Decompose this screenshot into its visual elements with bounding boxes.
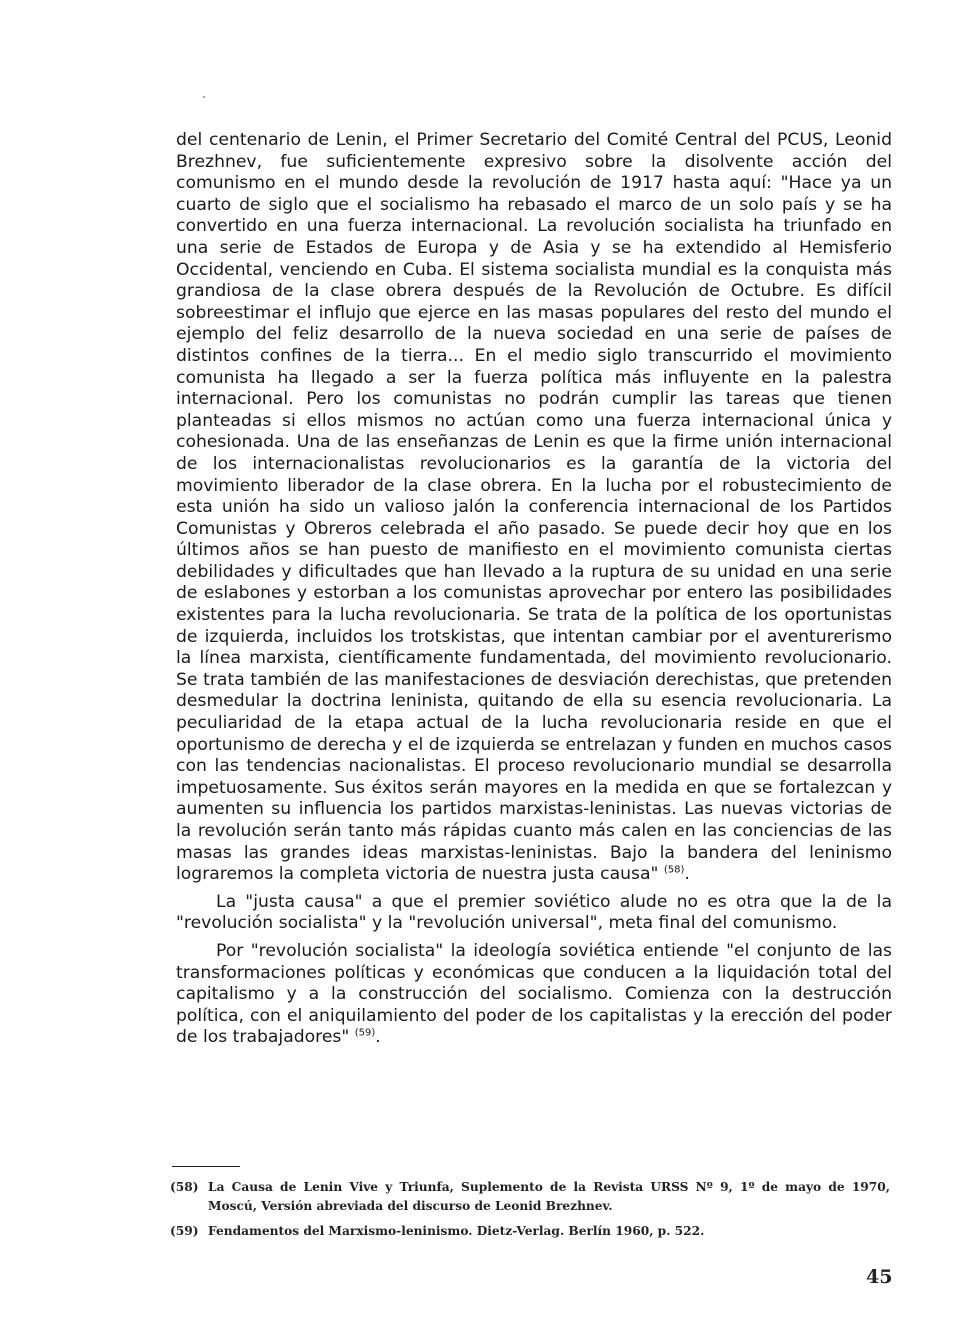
footnote-separator	[172, 1166, 240, 1167]
footnote-59	[170, 1222, 890, 1241]
footnote-text: La Causa de Lenin Vive y Triunfa, Suplemento de la Revista URSS Nº 9, 1º de mayo de 1970, Moscú, Versión abreviada del discurso de Leonid Brezhnev.	[208, 1180, 890, 1213]
paragraph-1-text: del centenario de Lenin, el Primer Secretario del Comité Central del PCUS, Leonid Brezhnev, fue suficientemente expresivo sobre la disolvente acción del comunismo en el mundo desde la revolución de 1917 hasta aquí: "Hace ya un cuarto de siglo que el socialismo ha rebasado el marco de un solo país y se ha convertido en una fuerza internacional. La revolución socialista ha triunfado en una serie de Estados de Europa y de Asia y se ha extendido al Hemisferio Occidental, venciendo en Cuba. El sistema socialista mundial es la conquista más grandiosa de la clase obrera después de la Revolución de Octubre. Es difícil sobreestimar el influjo que ejerce en las masas populares del resto del mundo el ejemplo del feliz desarrollo de la nueva sociedad en una serie de países de distintos confines de la tierra... En el medio siglo transcurrido el movimiento comunista ha llegado a ser la fuerza política más influyente en la palestra internacional. Pero los comunistas no podrán cumplir las tareas que tienen planteadas si ellos mismos no actúan como una fuerza internacional única y cohesionada. Una de las enseñanzas de Lenin es que la firme unión internacional de los internacionalistas revolucionarios es la garantía de la victoria del movimiento liberador de la clase obrera. En la lucha por el robustecimiento de esta unión ha sido un valioso jalón la conferencia internacional de los Partidos Comunistas y Obreros celebrada el año pasado. Se puede decir hoy que en los últimos años se han puesto de manifiesto en el movimiento comunista ciertas debilidades y dificultades que han llevado a la ruptura de su unidad en una serie de eslabones y estorban a los comunistas aprovechar por entero las posibilidades existentes para la lucha revolucionaria. Se trata de la política de los oportunistas de izquierda, incluidos los trotskistas, que intentan cambiar por el aventurerismo la línea marxista, científicamente fundamentada, del movimiento revolucionario. Se trata también de las manifestaciones de desviación derechistas, que pretenden desmedular la doctrina leninista, quitando de ella su esencia revolucionaria. La peculiaridad de la etapa actual de la lucha revolucionaria reside en que el oportunismo de derecha y el de izquierda se entrelazan y funden en muchos casos con las tendencias nacionalistas. El proceso revolucionario mundial se desarrolla impetuosamente. Sus éxitos serán mayores en la medida en que se fortalezcan y aumenten su influencia los partidos marxistas-leninistas. Las nuevas victorias de la revolución serán tanto más rápidas cuanto más calen en las conciencias de las masas las grandes ideas marxistas-leninistas. Bajo la bandera del leninismo lograremos la completa victoria de nuestra justa causa"	[176, 130, 892, 885]
footnote-ref-58: (58)	[663, 864, 685, 876]
footnote-number: (59)	[170, 1224, 199, 1238]
page-number: 45	[866, 1266, 893, 1288]
paragraph-3	[176, 941, 892, 1049]
paragraph-1-end: .	[684, 864, 690, 885]
paragraph-3-end: .	[375, 1027, 381, 1048]
scan-speck	[203, 96, 205, 98]
paragraph-3-text: Por "revolución socialista" la ideología soviética entiende "el conjunto de las transformaciones políticas y económicas que conducen a la liquidación total del capitalismo y a la construcción del socialismo. Comienza con la destrucción política, con el aniquilamiento del poder de los capitalistas y la erección del poder de los trabajadores"	[176, 940, 892, 1048]
paragraph-2: La "justa causa" a que el premier soviético alude no es otra que la de la "revolución socialista" y la "revolución universal", meta final del comunismo.	[176, 891, 892, 934]
footnotes	[170, 1178, 890, 1247]
footnote-text: Fendamentos del Marxismo-leninismo. Dietz-Verlag. Berlín 1960, p. 522.	[208, 1224, 705, 1238]
footnote-ref-59: (59)	[354, 1027, 376, 1039]
paragraph-1	[176, 130, 892, 886]
footnote-58	[170, 1178, 890, 1216]
body-text	[176, 130, 892, 1049]
footnote-number: (58)	[170, 1180, 199, 1194]
